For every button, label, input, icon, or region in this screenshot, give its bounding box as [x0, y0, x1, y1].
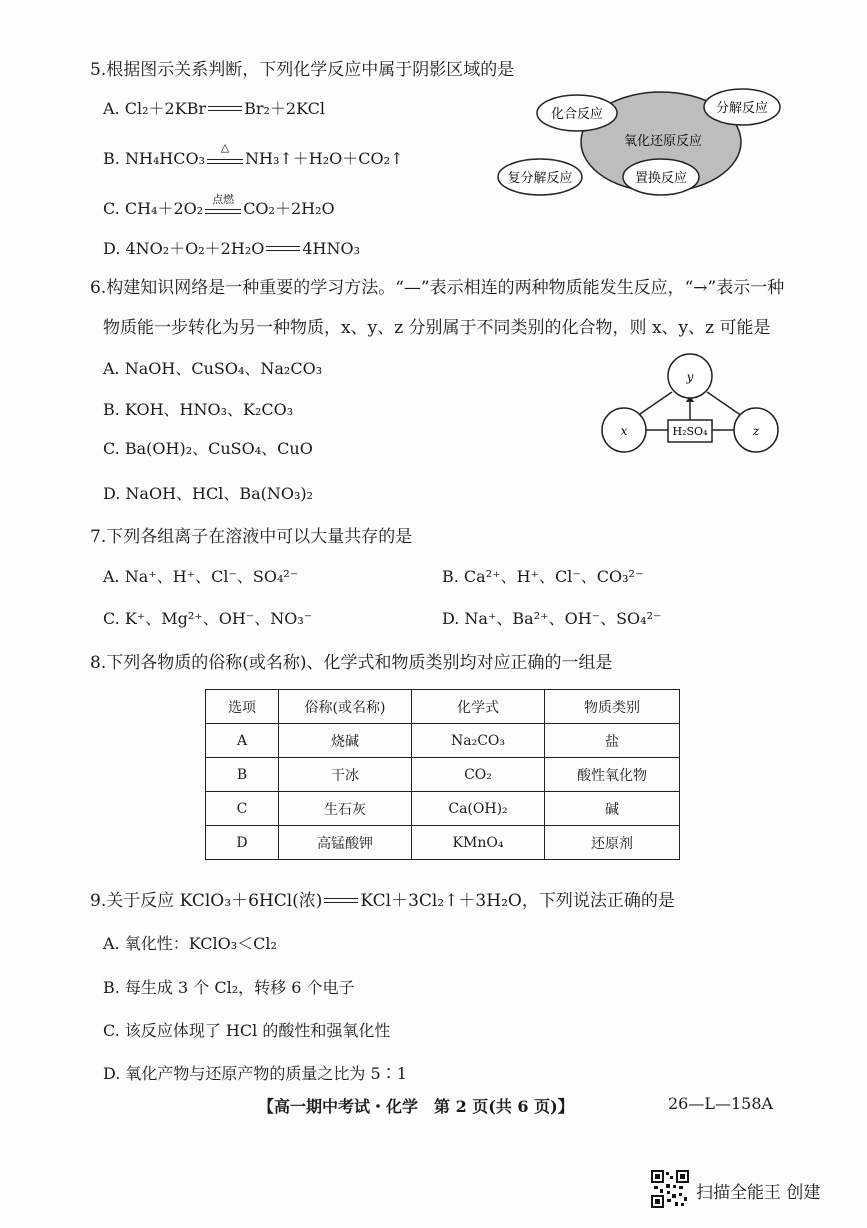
table-cell: Na₂CO₃ — [412, 724, 545, 758]
label-displacement: 置换反应 — [634, 171, 688, 186]
q5-b-lhs: NH₄HCO₃ — [124, 149, 206, 168]
q5-c-lhs: CH₄＋2O₂ — [124, 199, 204, 218]
label-x: x — [620, 424, 628, 438]
q6-stem-line2: 物质能一步转化为另一种物质，x、y、z 分别属于不同类别的化合物，则 x、y、z 可能是 — [103, 318, 771, 338]
table-row — [206, 792, 680, 826]
table-cell: C — [206, 792, 279, 826]
q7-option-a[interactable]: A. Na⁺、H⁺、Cl⁻、SO₄²⁻ — [103, 567, 299, 586]
table-cell: 还原剂 — [545, 826, 680, 860]
q6-option-a[interactable]: A. NaOH、CuSO₄、Na₂CO₃ — [103, 359, 323, 378]
table-row — [206, 724, 680, 758]
table-header-cell: 化学式 — [412, 690, 545, 724]
q7-stem: 7.下列各组离子在溶液中可以大量共存的是 — [90, 527, 413, 547]
label-decomposition: 分解反应 — [715, 101, 769, 116]
q5-stem: 5.根据图示关系判断，下列化学反应中属于阴影区域的是 — [90, 60, 515, 80]
q8-table — [205, 689, 680, 860]
scanner-watermark: 扫描全能王 创建 — [696, 1183, 821, 1203]
label-y: y — [686, 370, 694, 384]
table-cell: 生石灰 — [279, 792, 412, 826]
reaction-type-diagram — [495, 85, 795, 215]
table-cell: 酸性氧化物 — [545, 758, 680, 792]
q5-a-lhs: Cl₂＋2KBr — [124, 99, 207, 118]
table-cell: 盐 — [545, 724, 680, 758]
equals-sign-icon — [324, 897, 358, 907]
qr-code-icon — [651, 1170, 689, 1208]
q7-option-b[interactable]: B. Ca²⁺、H⁺、Cl⁻、CO₃²⁻ — [442, 567, 644, 586]
table-cell: 烧碱 — [279, 724, 412, 758]
equals-sign-icon — [208, 105, 242, 115]
q9-option-b[interactable]: B. 每生成 3 个 Cl₂，转移 6 个电子 — [103, 978, 355, 997]
link-x-y — [637, 392, 672, 416]
table-row — [206, 758, 680, 792]
page-footer-code: 26—L—158A — [668, 1094, 774, 1113]
label-redox: 氧化还原反应 — [623, 134, 703, 149]
table-header-cell: 选项 — [206, 690, 279, 724]
table-cell: B — [206, 758, 279, 792]
table-header-cell: 俗称(或名称) — [279, 690, 412, 724]
q9-option-a[interactable]: A. 氧化性：KClO₃＜Cl₂ — [103, 934, 277, 953]
table-header-row — [206, 690, 680, 724]
q9-option-c[interactable]: C. 该反应体现了 HCl 的酸性和强氧化性 — [103, 1021, 391, 1040]
table-cell: 碱 — [545, 792, 680, 826]
label-z: z — [752, 424, 760, 438]
q5-option-a[interactable]: A. Cl₂＋2KBr Br₂＋2KCl — [103, 99, 325, 118]
table-cell: KMnO₄ — [412, 826, 545, 860]
table-cell: Ca(OH)₂ — [412, 792, 545, 826]
heat-condition-sign: △ — [207, 153, 243, 167]
link-y-z — [707, 392, 742, 416]
table-cell: CO₂ — [412, 758, 545, 792]
label-double-decomposition: 复分解反应 — [507, 171, 573, 186]
q5-option-c[interactable]: C. CH₄＋2O₂ 点燃 CO₂＋2H₂O — [103, 192, 335, 218]
table-row — [206, 826, 680, 860]
table-header-cell: 物质类别 — [545, 690, 680, 724]
q5-d-rhs: 4HNO₃ — [302, 239, 361, 258]
label-combination: 化合反应 — [550, 107, 604, 122]
table-cell: 高锰酸钾 — [279, 826, 412, 860]
q7-option-c[interactable]: C. K⁺、Mg²⁺、OH⁻、NO₃⁻ — [103, 609, 313, 628]
q8-stem: 8.下列各物质的俗称(或名称)、化学式和物质类别均对应正确的一组是 — [90, 653, 613, 673]
q6-option-d[interactable]: D. NaOH、HCl、Ba(NO₃)₂ — [103, 484, 314, 503]
q5-c-rhs: CO₂＋2H₂O — [243, 199, 335, 218]
table-cell: 干冰 — [279, 758, 412, 792]
equals-sign-icon — [266, 245, 300, 255]
label-center: H₂SO₄ — [672, 425, 708, 438]
page-footer-title: 【高一期中考试・化学 第 2 页(共 6 页)】 — [258, 1097, 574, 1116]
table-cell: A — [206, 724, 279, 758]
q6-stem-line1: 6.构建知识网络是一种重要的学习方法。“—”表示相连的两种物质能发生反应，“→”表示一种 — [90, 278, 785, 298]
ignite-condition-sign: 点燃 — [205, 203, 241, 217]
q6-option-c[interactable]: C. Ba(OH)₂、CuSO₄、CuO — [103, 439, 313, 458]
table-cell: D — [206, 826, 279, 860]
q9-stem: 9.关于反应 KClO₃＋6HCl(浓) KCl＋3Cl₂↑＋3H₂O，下列说法正确的是 — [90, 891, 675, 911]
q5-d-lhs: 4NO₂＋O₂＋2H₂O — [125, 239, 265, 258]
q6-option-b[interactable]: B. KOH、HNO₃、K₂CO₃ — [103, 400, 294, 419]
conversion-network-diagram — [600, 352, 780, 457]
q5-a-rhs: Br₂＋2KCl — [244, 99, 325, 118]
q7-option-d[interactable]: D. Na⁺、Ba²⁺、OH⁻、SO₄²⁻ — [442, 609, 662, 628]
q5-option-d[interactable]: D. 4NO₂＋O₂＋2H₂O 4HNO₃ — [103, 239, 361, 258]
q5-option-b[interactable]: B. NH₄HCO₃ △ NH₃↑＋H₂O＋CO₂↑ — [103, 140, 404, 168]
q5-b-rhs: NH₃↑＋H₂O＋CO₂↑ — [245, 149, 404, 168]
q9-option-d[interactable]: D. 氧化产物与还原产物的质量之比为 5∶1 — [103, 1064, 407, 1083]
